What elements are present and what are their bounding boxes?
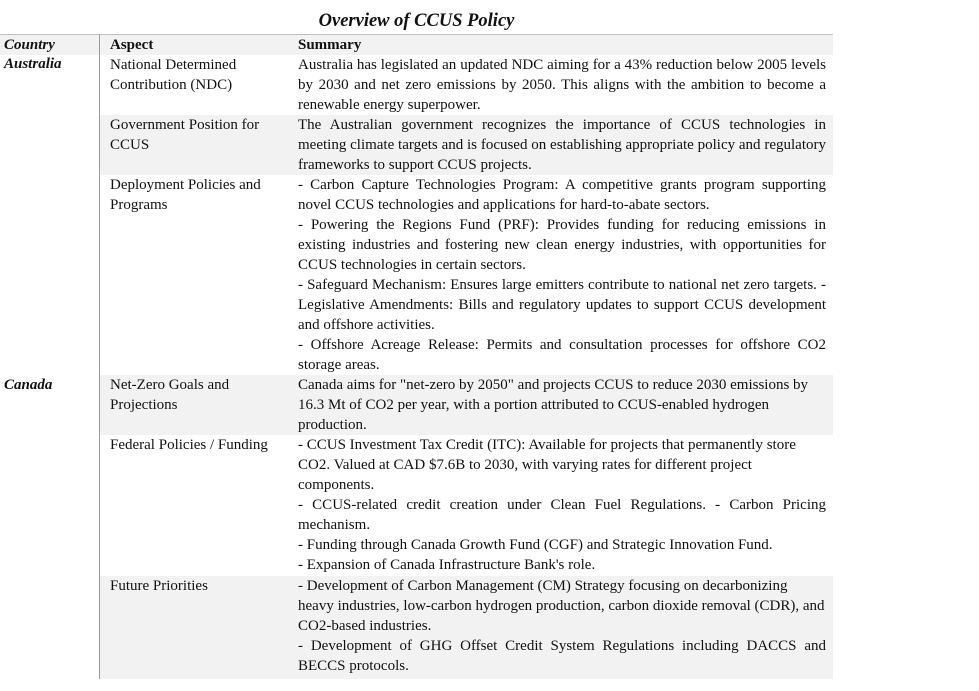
header-country: Country: [4, 37, 55, 53]
aspect-cell: Government Position for CCUS: [110, 117, 260, 153]
summary-cell: [298, 576, 826, 676]
table-title: Overview of CCUS Policy: [318, 11, 515, 31]
table-row: [100, 55, 833, 115]
aspect-cell: Deployment Policies and Programs: [110, 177, 261, 213]
summary-paragraph: - Funding through Canada Growth Fund (CGF) and Strategic Innovation Fund.: [298, 537, 773, 553]
summary-paragraph: - Development of GHG Offset Credit System Regulations including DACCS and BECCS protocols.: [298, 638, 826, 674]
ccus-policy-table: [0, 34, 833, 55]
summary-paragraph: - CCUS Investment Tax Credit (ITC): Available for projects that permanently store CO2. Valued at CAD $7.6B to 2030, with varying rates for different project components.: [298, 437, 796, 493]
aspect-cell: Federal Policies / Funding: [110, 437, 268, 453]
summary-cell: [298, 175, 826, 375]
country-label-canada: Canada: [4, 377, 53, 393]
table-row: [100, 576, 833, 679]
aspect-cell: Future Priorities: [110, 578, 208, 594]
table-row: [100, 375, 833, 435]
header-aspect: Aspect: [110, 37, 154, 53]
summary-paragraph: - Expansion of Canada Infrastructure Bank's role.: [298, 557, 596, 573]
table-header-row: [0, 34, 833, 55]
summary-cell: [298, 375, 826, 435]
summary-paragraph: - Offshore Acreage Release: Permits and consultation processes for offshore CO2 storage areas.: [298, 337, 826, 373]
country-label-australia: Australia: [4, 56, 62, 72]
table-row: [100, 175, 833, 375]
summary-paragraph: - Carbon Capture Technologies Program: A competitive grants program supporting novel CCUS technologies and applications for hard-to-abate sectors.: [298, 177, 826, 213]
summary-paragraph: - CCUS-related credit creation under Clean Fuel Regulations. - Carbon Pricing mechanism.: [298, 497, 826, 533]
aspect-cell: Net-Zero Goals and Projections: [110, 377, 230, 413]
summary-paragraph: Australia has legislated an updated NDC aiming for a 43% reduction below 2005 levels by 2030 and net zero emissions by 2050. This aligns with the ambition to become a renewable energy superpower.: [298, 57, 826, 113]
header-summary: Summary: [298, 37, 362, 53]
summary-paragraph: - Development of Carbon Management (CM) Strategy focusing on decarbonizing heavy industries, low-carbon hydrogen production, carbon dioxide removal (CDR), and CO2-based industries.: [298, 578, 825, 634]
table-row: [100, 435, 833, 576]
summary-paragraph: Canada aims for "net-zero by 2050" and projects CCUS to reduce 2030 emissions by 16.3 Mt of CO2 per year, with a portion attributed to CCUS-enabled hydrogen production.: [298, 377, 809, 433]
summary-cell: [298, 115, 826, 175]
summary-cell: [298, 435, 826, 575]
summary-paragraph: The Australian government recognizes the importance of CCUS technologies in meeting climate targets and is focused on establishing appropriate policy and regulatory frameworks to support CCUS projects.: [298, 117, 826, 173]
summary-paragraph: - Safeguard Mechanism: Ensures large emitters contribute to national net zero targets. - Legislative Amendments: Bills and regulatory updates to support CCUS development and offshore activities.: [298, 277, 826, 333]
aspect-cell: National Determined Contribution (NDC): [110, 57, 237, 93]
table-row: [100, 115, 833, 175]
summary-paragraph: - Powering the Regions Fund (PRF): Provides funding for reducing emissions in existing industries and fostering new clean energy industries, with opportunities for CCUS technologies in certain sectors.: [298, 217, 826, 273]
summary-cell: [298, 55, 826, 115]
